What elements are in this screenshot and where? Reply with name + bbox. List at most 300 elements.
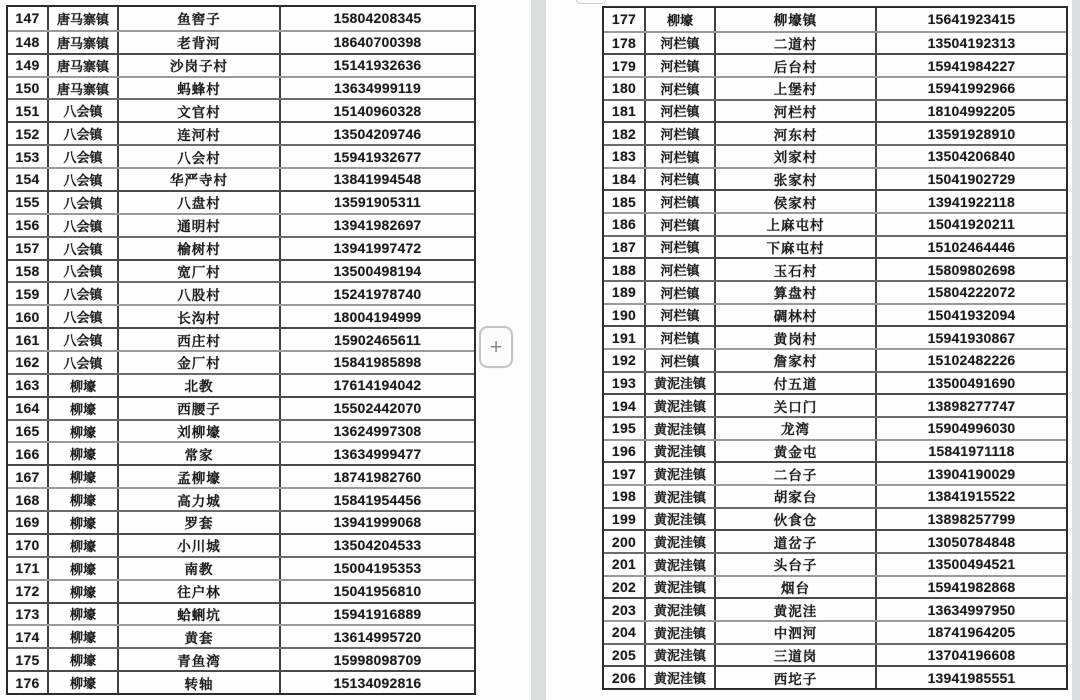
table-row bbox=[604, 348, 1066, 371]
cell-town: 柳壕 bbox=[47, 512, 117, 533]
cell-id: 188 bbox=[611, 261, 637, 278]
cell-village: 金厂村 bbox=[117, 352, 279, 373]
cell-village: 后台村 bbox=[714, 55, 875, 76]
cell-phone: 13504206840 bbox=[875, 146, 1066, 167]
table-row bbox=[8, 327, 474, 350]
cell-id: 158 bbox=[15, 262, 40, 279]
cell-id: 199 bbox=[611, 510, 637, 527]
cell-id: 195 bbox=[611, 420, 637, 437]
cell-id: 189 bbox=[611, 284, 637, 301]
cell-village: 碉林村 bbox=[714, 305, 875, 326]
cell-village: 蛤蜊坑 bbox=[117, 604, 279, 625]
table-row bbox=[8, 624, 474, 647]
cell-phone: 13941922118 bbox=[875, 191, 1066, 212]
table-row bbox=[8, 579, 474, 602]
cell-town: 八会镇 bbox=[47, 123, 117, 144]
cell-town: 八会镇 bbox=[47, 192, 117, 213]
cell-village: 刘家村 bbox=[714, 146, 875, 167]
cell-id: 179 bbox=[611, 57, 637, 74]
cell-town: 黄泥洼镇 bbox=[644, 531, 714, 552]
cell-village: 沙岗子村 bbox=[117, 55, 279, 76]
cell-village: 小川城 bbox=[117, 535, 279, 556]
table-row bbox=[8, 281, 474, 304]
cell-town: 河栏镇 bbox=[644, 101, 714, 122]
cell-id: 200 bbox=[611, 533, 637, 550]
table-row bbox=[8, 533, 474, 556]
cell-id: 192 bbox=[611, 352, 637, 369]
cell-town: 河栏镇 bbox=[644, 327, 714, 348]
cell-town: 八会镇 bbox=[47, 100, 117, 121]
cell-id: 155 bbox=[15, 194, 40, 211]
table-row bbox=[604, 212, 1066, 235]
cell-id: 201 bbox=[611, 556, 637, 573]
cell-id: 163 bbox=[15, 377, 40, 394]
cell-phone: 15841985898 bbox=[279, 352, 474, 373]
cell-id: 173 bbox=[15, 605, 40, 622]
table-row bbox=[604, 189, 1066, 212]
cell-village: 付五道 bbox=[714, 373, 875, 394]
table-row bbox=[8, 396, 474, 419]
contact-table-left bbox=[6, 5, 476, 695]
cell-id: 194 bbox=[611, 397, 637, 414]
cell-village: 上麻屯村 bbox=[714, 214, 875, 235]
cell-town: 黄泥洼镇 bbox=[644, 577, 714, 598]
cell-village: 榆树村 bbox=[117, 238, 279, 259]
cell-phone: 13941997472 bbox=[279, 238, 474, 259]
cell-village: 八盘村 bbox=[117, 192, 279, 213]
cell-village: 青鱼湾 bbox=[117, 649, 279, 670]
cell-phone: 13941982697 bbox=[279, 215, 474, 236]
cell-village: 常家 bbox=[117, 443, 279, 464]
cell-phone: 18741964205 bbox=[875, 622, 1066, 643]
cell-village: 刘柳壕 bbox=[117, 421, 279, 442]
cell-phone: 13500491690 bbox=[875, 373, 1066, 394]
cell-id: 171 bbox=[15, 560, 40, 577]
cell-phone: 13050784848 bbox=[875, 531, 1066, 552]
cell-phone: 15134092816 bbox=[279, 672, 474, 693]
cell-village: 河栏村 bbox=[714, 101, 875, 122]
cell-id: 177 bbox=[611, 11, 637, 28]
cell-id: 162 bbox=[15, 354, 40, 371]
cell-id: 168 bbox=[15, 491, 40, 508]
cell-phone: 15841954456 bbox=[279, 489, 474, 510]
cell-phone: 17614194042 bbox=[279, 375, 474, 396]
cell-village: 宽厂村 bbox=[117, 261, 279, 282]
cell-village: 北教 bbox=[117, 375, 279, 396]
cell-town: 柳壕 bbox=[47, 421, 117, 442]
table-row bbox=[604, 167, 1066, 190]
cell-town: 八会镇 bbox=[47, 306, 117, 327]
table-row bbox=[8, 487, 474, 510]
cell-village: 通明村 bbox=[117, 215, 279, 236]
cell-phone: 15102464446 bbox=[875, 237, 1066, 258]
cell-phone: 15641923415 bbox=[875, 8, 1066, 31]
cell-id: 149 bbox=[15, 57, 40, 74]
table-row bbox=[604, 552, 1066, 575]
cell-village: 西腰子 bbox=[117, 398, 279, 419]
cell-town: 黄泥洼镇 bbox=[644, 441, 714, 462]
table-row bbox=[8, 190, 474, 213]
cell-town: 黄泥洼镇 bbox=[644, 645, 714, 666]
cell-town: 黄泥洼镇 bbox=[644, 599, 714, 620]
cell-id: 197 bbox=[611, 465, 637, 482]
table-row bbox=[8, 647, 474, 670]
cell-id: 196 bbox=[611, 442, 637, 459]
cell-phone: 15241978740 bbox=[279, 283, 474, 304]
cell-village: 道岔子 bbox=[714, 531, 875, 552]
cell-phone: 13591928910 bbox=[875, 123, 1066, 144]
cell-town: 八会镇 bbox=[47, 352, 117, 373]
table-row bbox=[604, 280, 1066, 303]
cell-phone: 15941916889 bbox=[279, 604, 474, 625]
cell-id: 183 bbox=[611, 148, 637, 165]
cell-village: 烟台 bbox=[714, 577, 875, 598]
cell-village: 黄金屯 bbox=[714, 441, 875, 462]
cell-town: 柳壕 bbox=[47, 535, 117, 556]
cell-village: 河东村 bbox=[714, 123, 875, 144]
table-row bbox=[604, 257, 1066, 280]
cell-town: 柳壕 bbox=[644, 8, 714, 31]
table-row bbox=[604, 76, 1066, 99]
cell-village: 詹家村 bbox=[714, 350, 875, 371]
cell-phone: 13841915522 bbox=[875, 486, 1066, 507]
table-row bbox=[604, 575, 1066, 598]
cell-id: 152 bbox=[15, 125, 40, 142]
cell-village: 头台子 bbox=[714, 554, 875, 575]
cell-phone: 15941992966 bbox=[875, 78, 1066, 99]
cell-id: 187 bbox=[611, 238, 637, 255]
cell-phone: 18004194999 bbox=[279, 306, 474, 327]
cell-town: 河栏镇 bbox=[644, 55, 714, 76]
table-row bbox=[604, 529, 1066, 552]
cell-town: 柳壕 bbox=[47, 558, 117, 579]
table-row bbox=[8, 419, 474, 442]
cell-town: 八会镇 bbox=[47, 215, 117, 236]
cell-phone: 13504204533 bbox=[279, 535, 474, 556]
cell-village: 上堡村 bbox=[714, 78, 875, 99]
scrollbar-fragment bbox=[576, 0, 606, 4]
cell-phone: 15102482226 bbox=[875, 350, 1066, 371]
cell-town: 河栏镇 bbox=[644, 214, 714, 235]
cell-phone: 15902465611 bbox=[279, 329, 474, 350]
cell-village: 柳壕镇 bbox=[714, 8, 875, 31]
cell-phone: 15941932677 bbox=[279, 146, 474, 167]
cell-town: 柳壕 bbox=[47, 626, 117, 647]
cell-phone: 13904190029 bbox=[875, 463, 1066, 484]
cell-phone: 13941999068 bbox=[279, 512, 474, 533]
cell-village: 八会村 bbox=[117, 146, 279, 167]
cell-phone: 13500498194 bbox=[279, 261, 474, 282]
table-row bbox=[604, 665, 1066, 688]
cell-phone: 15041956810 bbox=[279, 581, 474, 602]
cell-town: 柳壕 bbox=[47, 375, 117, 396]
cell-village: 西庄村 bbox=[117, 329, 279, 350]
cell-id: 185 bbox=[611, 193, 637, 210]
cell-phone: 15041920211 bbox=[875, 214, 1066, 235]
cell-village: 转轴 bbox=[117, 672, 279, 693]
cell-id: 170 bbox=[15, 537, 40, 554]
cell-id: 166 bbox=[15, 445, 40, 462]
table-row bbox=[604, 235, 1066, 258]
cell-town: 柳壕 bbox=[47, 581, 117, 602]
cell-id: 161 bbox=[15, 331, 40, 348]
cell-town: 河栏镇 bbox=[644, 237, 714, 258]
cell-id: 164 bbox=[15, 400, 40, 417]
table-row bbox=[8, 7, 474, 30]
cell-phone: 13624997308 bbox=[279, 421, 474, 442]
table-row bbox=[604, 416, 1066, 439]
cell-village: 华严寺村 bbox=[117, 169, 279, 190]
table-row bbox=[8, 556, 474, 579]
zoom-in-button[interactable] bbox=[479, 326, 513, 368]
cell-phone: 15804208345 bbox=[279, 7, 474, 30]
cell-town: 河栏镇 bbox=[644, 146, 714, 167]
table-row bbox=[8, 259, 474, 282]
cell-id: 169 bbox=[15, 514, 40, 531]
cell-id: 165 bbox=[15, 423, 40, 440]
cell-village: 连河村 bbox=[117, 123, 279, 144]
table-row bbox=[604, 643, 1066, 666]
cell-id: 182 bbox=[611, 125, 637, 142]
cell-village: 老背河 bbox=[117, 32, 279, 53]
cell-phone: 13634999119 bbox=[279, 78, 474, 99]
cell-phone: 13614995720 bbox=[279, 626, 474, 647]
cell-phone: 15809802698 bbox=[875, 259, 1066, 280]
table-row bbox=[604, 393, 1066, 416]
cell-town: 唐马寨镇 bbox=[47, 32, 117, 53]
cell-town: 黄泥洼镇 bbox=[644, 509, 714, 530]
cell-town: 八会镇 bbox=[47, 238, 117, 259]
cell-id: 203 bbox=[611, 601, 637, 618]
cell-phone: 13634997950 bbox=[875, 599, 1066, 620]
cell-phone: 15041902729 bbox=[875, 169, 1066, 190]
cell-village: 张家村 bbox=[714, 169, 875, 190]
cell-village: 西坨子 bbox=[714, 667, 875, 688]
page-gutter bbox=[531, 0, 546, 700]
cell-phone: 15804222072 bbox=[875, 282, 1066, 303]
cell-id: 153 bbox=[15, 148, 40, 165]
cell-village: 文官村 bbox=[117, 100, 279, 121]
cell-town: 八会镇 bbox=[47, 146, 117, 167]
cell-village: 往户林 bbox=[117, 581, 279, 602]
table-row bbox=[8, 53, 474, 76]
table-row bbox=[8, 304, 474, 327]
cell-town: 八会镇 bbox=[47, 169, 117, 190]
cell-phone: 18640700398 bbox=[279, 32, 474, 53]
cell-town: 黄泥洼镇 bbox=[644, 486, 714, 507]
table-row bbox=[8, 76, 474, 99]
table-row bbox=[8, 144, 474, 167]
cell-village: 下麻屯村 bbox=[714, 237, 875, 258]
cell-phone: 13898277747 bbox=[875, 395, 1066, 416]
table-row bbox=[8, 602, 474, 625]
cell-phone: 13898257799 bbox=[875, 509, 1066, 530]
cell-id: 157 bbox=[15, 240, 40, 257]
cell-id: 205 bbox=[611, 646, 637, 663]
cell-id: 184 bbox=[611, 170, 637, 187]
cell-town: 柳壕 bbox=[47, 489, 117, 510]
cell-id: 180 bbox=[611, 80, 637, 97]
plus-icon: + bbox=[489, 334, 503, 359]
cell-id: 156 bbox=[15, 217, 40, 234]
cell-id: 160 bbox=[15, 308, 40, 325]
cell-village: 黄岗村 bbox=[714, 327, 875, 348]
cell-id: 193 bbox=[611, 374, 637, 391]
cell-id: 175 bbox=[15, 651, 40, 668]
cell-phone: 13504192313 bbox=[875, 33, 1066, 54]
cell-phone: 13941985551 bbox=[875, 667, 1066, 688]
cell-phone: 13704196608 bbox=[875, 645, 1066, 666]
cell-id: 167 bbox=[15, 468, 40, 485]
table-row bbox=[604, 8, 1066, 31]
cell-phone: 15141932636 bbox=[279, 55, 474, 76]
cell-village: 孟柳壕 bbox=[117, 466, 279, 487]
table-row bbox=[8, 350, 474, 373]
cell-id: 154 bbox=[15, 171, 40, 188]
cell-village: 黄泥洼 bbox=[714, 599, 875, 620]
cell-village: 中泗河 bbox=[714, 622, 875, 643]
cell-id: 190 bbox=[611, 306, 637, 323]
cell-town: 黄泥洼镇 bbox=[644, 373, 714, 394]
cell-town: 八会镇 bbox=[47, 283, 117, 304]
table-row bbox=[8, 121, 474, 144]
cell-id: 176 bbox=[15, 674, 40, 691]
table-row bbox=[604, 53, 1066, 76]
cell-id: 151 bbox=[15, 102, 40, 119]
cell-phone: 18741982760 bbox=[279, 466, 474, 487]
cell-phone: 15004195353 bbox=[279, 558, 474, 579]
cell-id: 191 bbox=[611, 329, 637, 346]
table-row bbox=[8, 441, 474, 464]
table-row bbox=[8, 98, 474, 121]
table-row bbox=[8, 510, 474, 533]
cell-id: 147 bbox=[15, 10, 40, 27]
cell-id: 186 bbox=[611, 216, 637, 233]
cell-town: 河栏镇 bbox=[644, 169, 714, 190]
cell-town: 柳壕 bbox=[47, 604, 117, 625]
cell-village: 蚂蜂村 bbox=[117, 78, 279, 99]
table-row bbox=[604, 303, 1066, 326]
cell-town: 柳壕 bbox=[47, 466, 117, 487]
table-row bbox=[604, 507, 1066, 530]
cell-town: 黄泥洼镇 bbox=[644, 554, 714, 575]
cell-id: 148 bbox=[15, 34, 40, 51]
table-row bbox=[8, 464, 474, 487]
cell-phone: 15841971118 bbox=[875, 441, 1066, 462]
cell-village: 黄套 bbox=[117, 626, 279, 647]
cell-phone: 15041932094 bbox=[875, 305, 1066, 326]
cell-town: 黄泥洼镇 bbox=[644, 418, 714, 439]
cell-phone: 15941984227 bbox=[875, 55, 1066, 76]
cell-village: 二台子 bbox=[714, 463, 875, 484]
table-row bbox=[604, 461, 1066, 484]
cell-phone: 15998098709 bbox=[279, 649, 474, 670]
cell-phone: 13591905311 bbox=[279, 192, 474, 213]
cell-town: 黄泥洼镇 bbox=[644, 463, 714, 484]
table-row bbox=[604, 99, 1066, 122]
cell-village: 高力城 bbox=[117, 489, 279, 510]
cell-town: 柳壕 bbox=[47, 398, 117, 419]
cell-id: 204 bbox=[611, 624, 637, 641]
cell-id: 172 bbox=[15, 583, 40, 600]
cell-phone: 13500494521 bbox=[875, 554, 1066, 575]
cell-id: 174 bbox=[15, 628, 40, 645]
cell-village: 罗套 bbox=[117, 512, 279, 533]
cell-phone: 15502442070 bbox=[279, 398, 474, 419]
cell-village: 南教 bbox=[117, 558, 279, 579]
cell-village: 玉石村 bbox=[714, 259, 875, 280]
cell-town: 河栏镇 bbox=[644, 78, 714, 99]
table-row bbox=[8, 30, 474, 53]
table-row bbox=[604, 31, 1066, 54]
cell-town: 八会镇 bbox=[47, 261, 117, 282]
cell-town: 河栏镇 bbox=[644, 350, 714, 371]
cell-town: 唐马寨镇 bbox=[47, 55, 117, 76]
cell-village: 关口门 bbox=[714, 395, 875, 416]
cell-id: 206 bbox=[611, 669, 637, 686]
table-row bbox=[8, 670, 474, 693]
table-row bbox=[604, 620, 1066, 643]
cell-village: 八股村 bbox=[117, 283, 279, 304]
cell-phone: 15140960328 bbox=[279, 100, 474, 121]
cell-town: 河栏镇 bbox=[644, 305, 714, 326]
table-row bbox=[8, 213, 474, 236]
cell-town: 河栏镇 bbox=[644, 191, 714, 212]
cell-id: 178 bbox=[611, 34, 637, 51]
cell-village: 鱼窖子 bbox=[117, 7, 279, 30]
table-row bbox=[8, 236, 474, 259]
cell-id: 159 bbox=[15, 285, 40, 302]
cell-village: 三道岗 bbox=[714, 645, 875, 666]
table-row bbox=[604, 439, 1066, 462]
page-edge-strip bbox=[1072, 0, 1080, 700]
table-row bbox=[604, 597, 1066, 620]
cell-town: 柳壕 bbox=[47, 649, 117, 670]
cell-phone: 13634999477 bbox=[279, 443, 474, 464]
cell-town: 柳壕 bbox=[47, 443, 117, 464]
table-row bbox=[604, 371, 1066, 394]
table-row bbox=[604, 121, 1066, 144]
cell-phone: 15941930867 bbox=[875, 327, 1066, 348]
cell-town: 河栏镇 bbox=[644, 282, 714, 303]
cell-town: 柳壕 bbox=[47, 672, 117, 693]
cell-town: 河栏镇 bbox=[644, 33, 714, 54]
cell-id: 202 bbox=[611, 578, 637, 595]
cell-town: 唐马寨镇 bbox=[47, 7, 117, 30]
cell-town: 河栏镇 bbox=[644, 123, 714, 144]
table-row bbox=[604, 325, 1066, 348]
cell-village: 伙食仓 bbox=[714, 509, 875, 530]
cell-phone: 13841994548 bbox=[279, 169, 474, 190]
cell-phone: 15941982868 bbox=[875, 577, 1066, 598]
cell-id: 150 bbox=[15, 80, 40, 97]
cell-phone: 18104992205 bbox=[875, 101, 1066, 122]
table-row bbox=[8, 373, 474, 396]
cell-village: 侯家村 bbox=[714, 191, 875, 212]
cell-id: 198 bbox=[611, 488, 637, 505]
contact-table-right bbox=[602, 6, 1068, 690]
cell-village: 长沟村 bbox=[117, 306, 279, 327]
cell-village: 龙湾 bbox=[714, 418, 875, 439]
cell-village: 二道村 bbox=[714, 33, 875, 54]
cell-id: 181 bbox=[611, 102, 637, 119]
cell-village: 算盘村 bbox=[714, 282, 875, 303]
table-row bbox=[604, 144, 1066, 167]
table-row bbox=[604, 484, 1066, 507]
cell-town: 黄泥洼镇 bbox=[644, 667, 714, 688]
cell-town: 八会镇 bbox=[47, 329, 117, 350]
cell-town: 唐马寨镇 bbox=[47, 78, 117, 99]
